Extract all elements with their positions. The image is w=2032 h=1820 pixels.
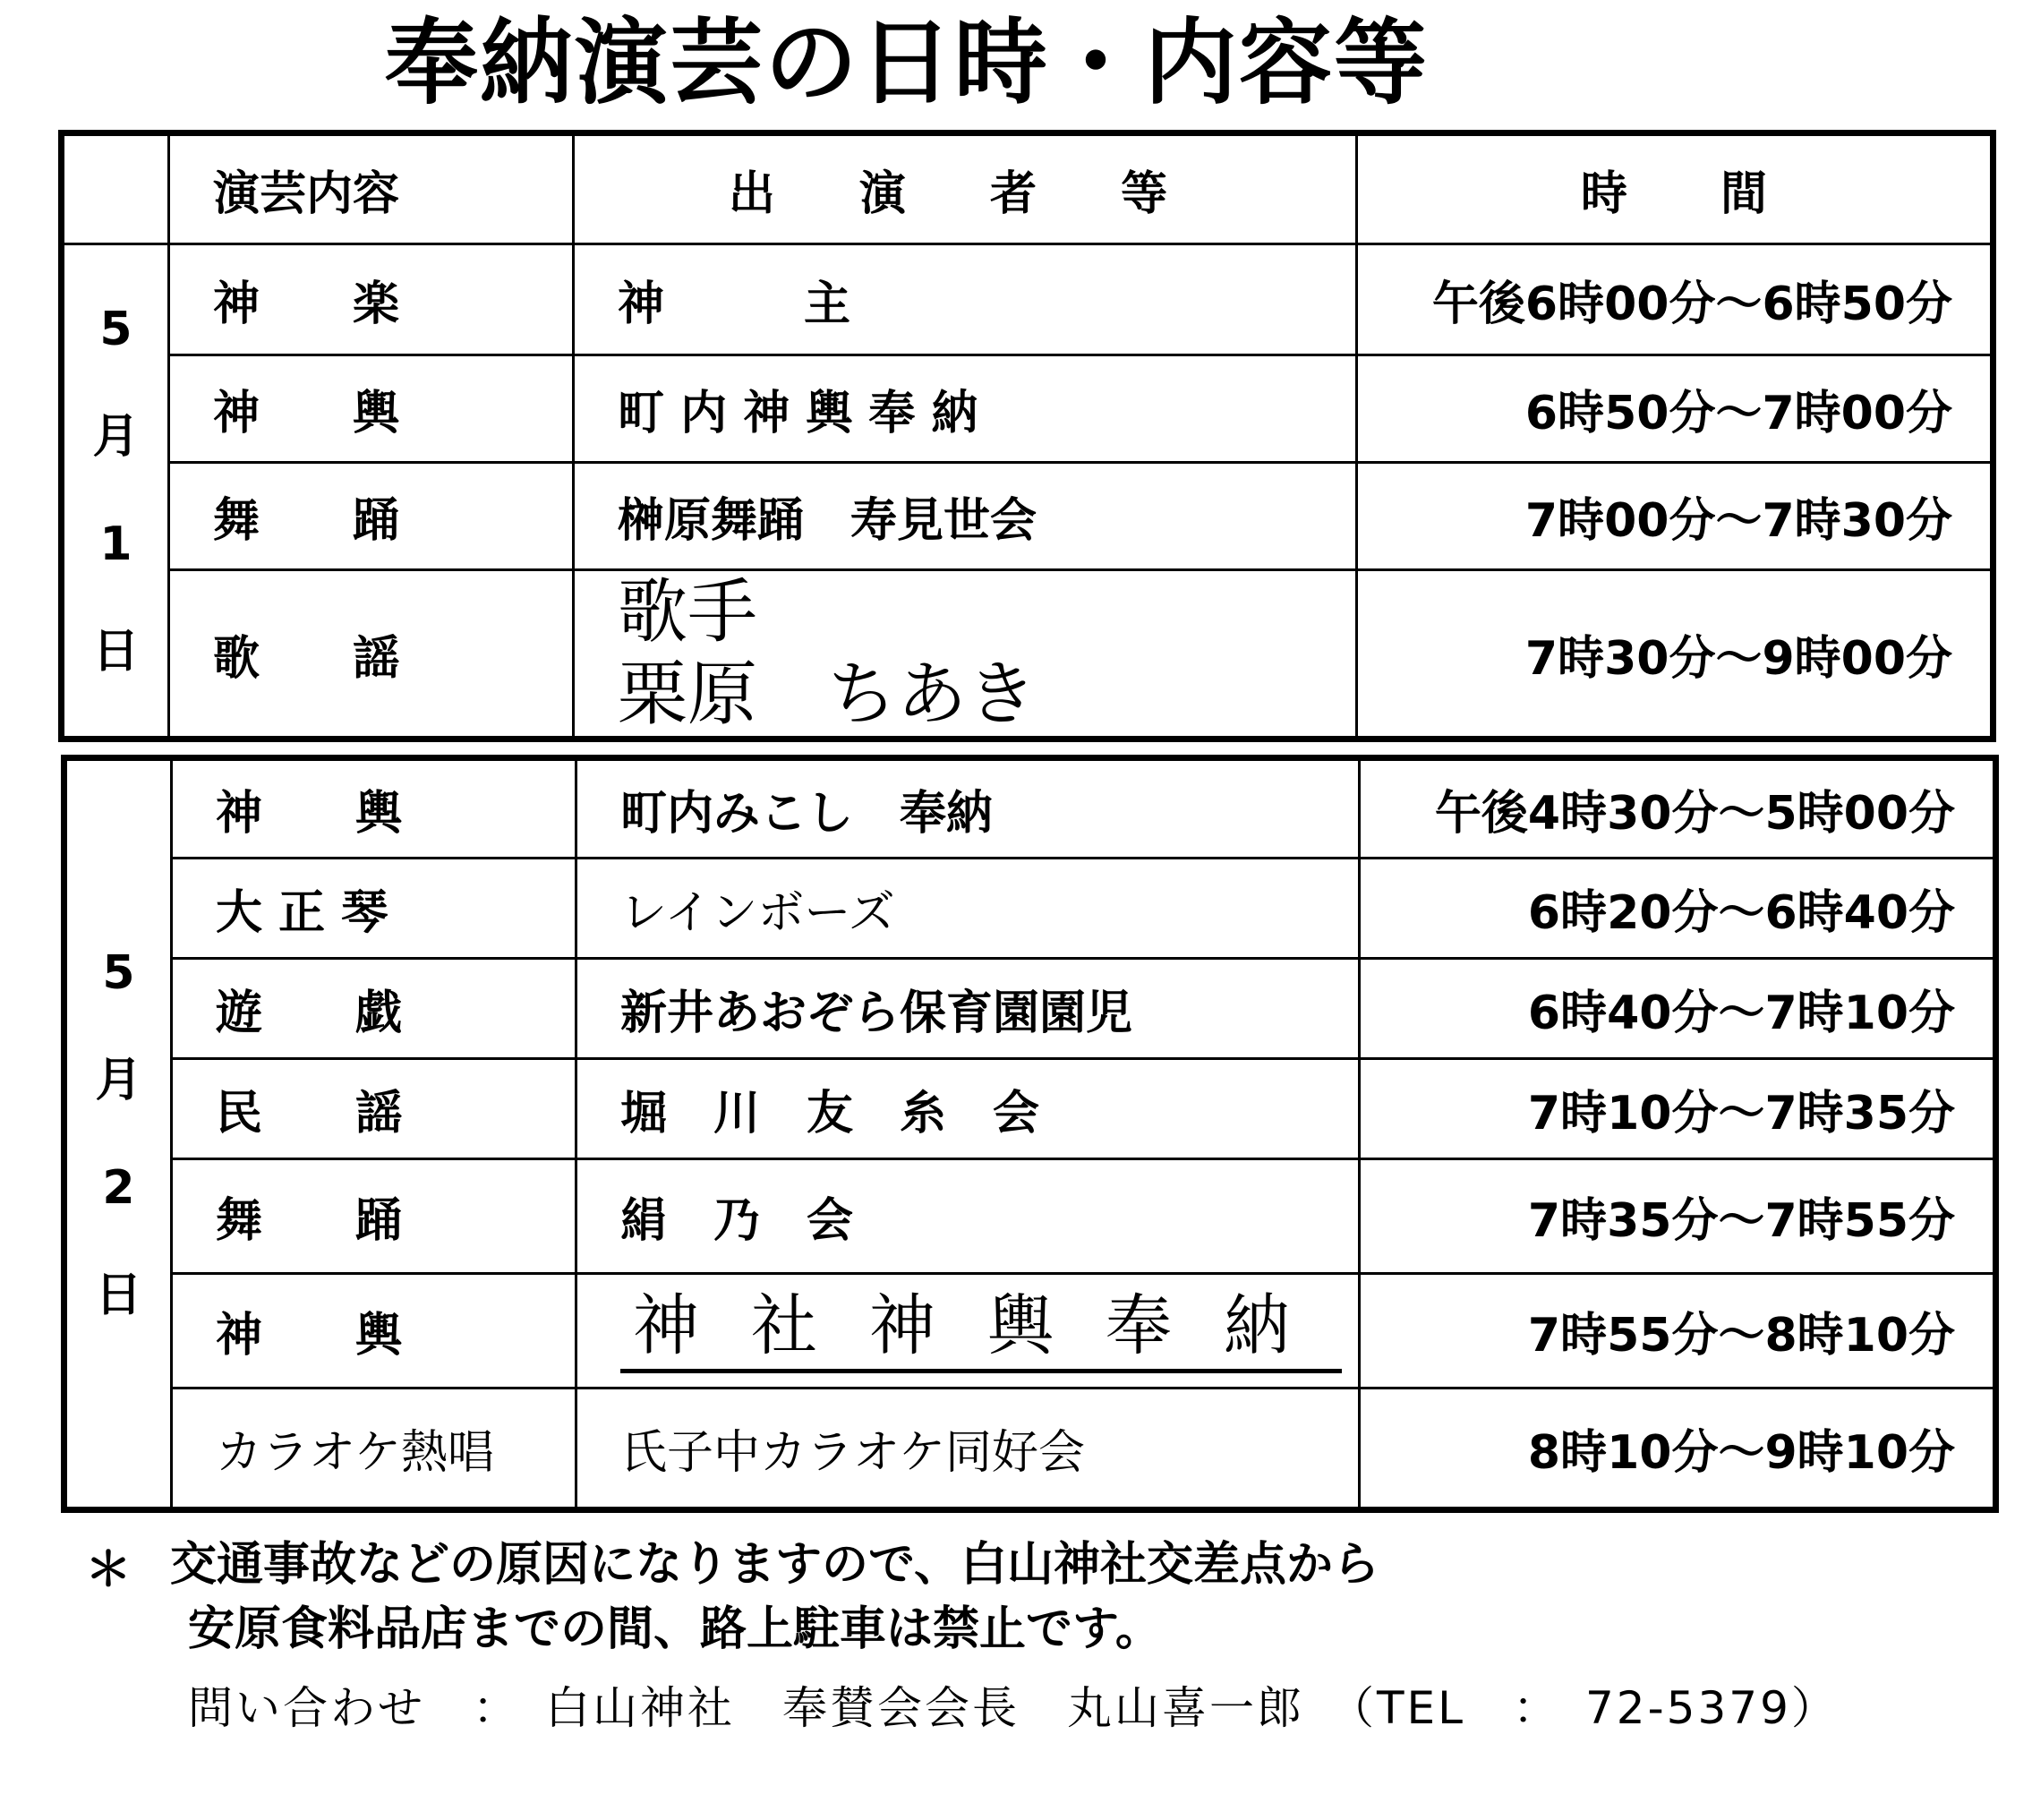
singer-label: 歌手 bbox=[618, 572, 758, 653]
underlined-performer: 神社神輿奉納 bbox=[620, 1288, 1342, 1373]
activity-cell: 神 輿 bbox=[172, 758, 576, 859]
table-row bbox=[62, 355, 1994, 463]
activity-cell: 大 正 琴 bbox=[172, 859, 576, 959]
header-row bbox=[62, 133, 1994, 244]
table-row bbox=[64, 959, 1996, 1059]
date-char: 日 bbox=[92, 625, 140, 679]
date-char: 月 bbox=[95, 1053, 142, 1107]
performer-cell: 町 内 神 輿 奉 納 bbox=[574, 355, 1357, 463]
performer-cell: 神 主 bbox=[574, 244, 1357, 355]
table-row bbox=[64, 859, 1996, 959]
performer-cell bbox=[574, 570, 1357, 739]
date-char: 5 bbox=[99, 303, 132, 356]
performer-cell: 榊原舞踊 寿見世会 bbox=[574, 463, 1357, 570]
header-blank-cell bbox=[62, 133, 169, 244]
activity-cell: 神 輿 bbox=[172, 1274, 576, 1388]
date-char: 2 bbox=[102, 1160, 135, 1215]
header-activity: 演芸内容 bbox=[169, 133, 574, 244]
time-cell: 午後4時30分～5時00分 bbox=[1360, 758, 1996, 859]
notice-line-1: 交通事故などの原因になりますので、白山神社交差点から bbox=[170, 1538, 1379, 1592]
date-char: 日 bbox=[95, 1268, 142, 1322]
time-cell: 7時30分～9時00分 bbox=[1357, 570, 1994, 739]
table-row bbox=[64, 1059, 1996, 1159]
activity-cell: 舞 踊 bbox=[169, 463, 574, 570]
time-cell: 午後6時00分～6時50分 bbox=[1357, 244, 1994, 355]
table-row bbox=[62, 244, 1994, 355]
date-char: 月 bbox=[92, 410, 140, 464]
activity-cell: 舞 踊 bbox=[172, 1159, 576, 1274]
table-row bbox=[62, 463, 1994, 570]
time-cell: 7時35分～7時55分 bbox=[1360, 1159, 1996, 1274]
contact-info: 問い合わせ ： 白山神社 奉賛会会長 丸山喜一郎 （TEL ： 72-5379） bbox=[188, 1682, 1839, 1734]
performer-cell: 新井あおぞら保育園園児 bbox=[576, 959, 1360, 1059]
time-cell: 6時50分～7時00分 bbox=[1357, 355, 1994, 463]
table-row bbox=[64, 758, 1996, 859]
date-cell-day2 bbox=[64, 758, 172, 1510]
performer-cell: 氏子中カラオケ同好会 bbox=[576, 1388, 1360, 1510]
performer-cell bbox=[576, 1274, 1360, 1388]
activity-cell: カラオケ熱唱 bbox=[172, 1388, 576, 1510]
time-cell: 8時10分～9時10分 bbox=[1360, 1388, 1996, 1510]
activity-cell: 神 楽 bbox=[169, 244, 574, 355]
page-title: 奉納演芸の日時・内容等 bbox=[385, 8, 1430, 117]
schedule-table-day2 bbox=[61, 755, 1999, 1513]
time-cell: 7時00分～7時30分 bbox=[1357, 463, 1994, 570]
activity-cell: 遊 戯 bbox=[172, 959, 576, 1059]
table-row bbox=[64, 1159, 1996, 1274]
date-char: 1 bbox=[99, 517, 132, 571]
table-row bbox=[62, 570, 1994, 739]
performer-cell: 町内みこし 奉納 bbox=[576, 758, 1360, 859]
date-char: 5 bbox=[102, 945, 135, 1000]
schedule-table-day1 bbox=[58, 130, 1996, 742]
time-cell: 6時40分～7時10分 bbox=[1360, 959, 1996, 1059]
activity-cell: 神 輿 bbox=[169, 355, 574, 463]
singer-name: 栗原 ちあき bbox=[618, 654, 1037, 735]
activity-cell: 歌 謡 bbox=[169, 570, 574, 739]
performer-cell: 絹 乃 会 bbox=[576, 1159, 1360, 1274]
activity-cell: 民 謡 bbox=[172, 1059, 576, 1159]
table-row bbox=[64, 1274, 1996, 1388]
notice-line-2: 安原食料品店までの間、路上駐車は禁止です。 bbox=[188, 1602, 1162, 1656]
header-performer-label: 出 演 者 等 bbox=[728, 167, 1202, 221]
header-performer bbox=[574, 133, 1357, 244]
asterisk-icon: ＊ bbox=[85, 1543, 132, 1597]
header-time: 時 間 bbox=[1357, 133, 1994, 244]
performer-cell: 堀 川 友 糸 会 bbox=[576, 1059, 1360, 1159]
date-cell-day1 bbox=[62, 244, 169, 739]
time-cell: 6時20分～6時40分 bbox=[1360, 859, 1996, 959]
performer-cell: レインボーズ bbox=[576, 859, 1360, 959]
time-cell: 7時10分～7時35分 bbox=[1360, 1059, 1996, 1159]
time-cell: 7時55分～8時10分 bbox=[1360, 1274, 1996, 1388]
table-row bbox=[64, 1388, 1996, 1510]
